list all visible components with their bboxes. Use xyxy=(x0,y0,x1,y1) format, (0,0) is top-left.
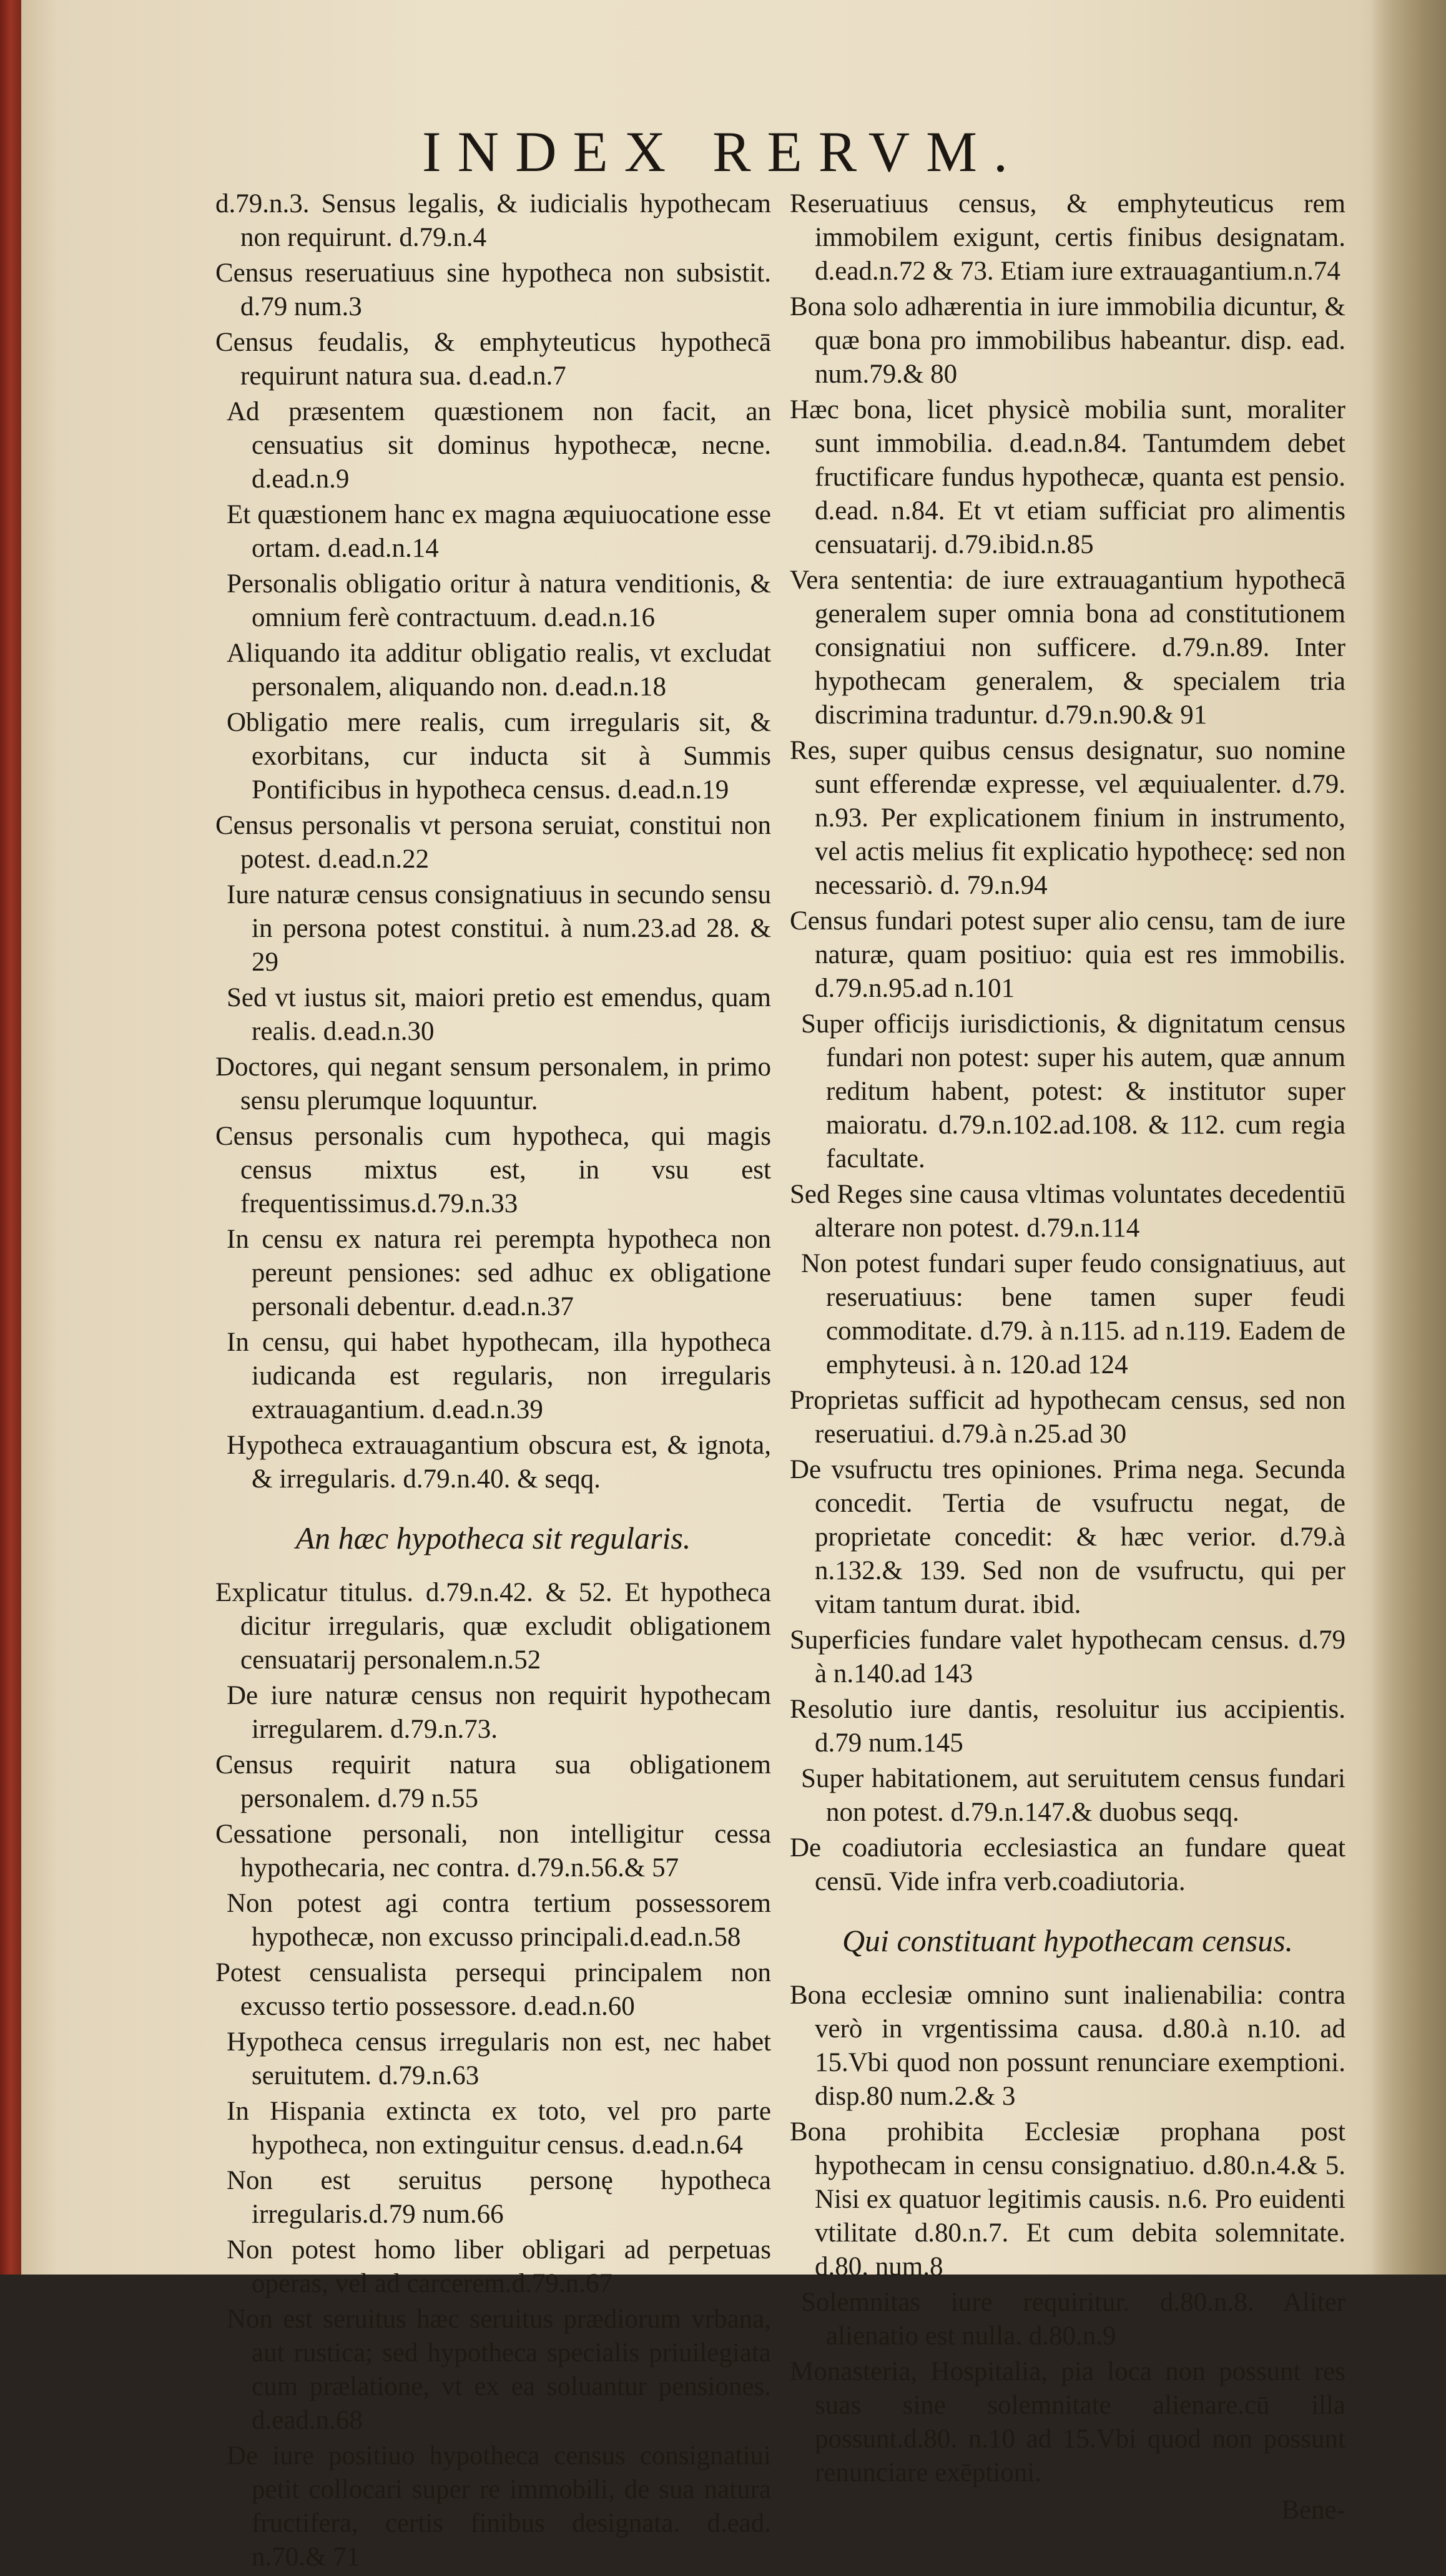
page-header: INDEX RERVM. xyxy=(422,120,1024,184)
index-entry: Census requirit natura sua obligationem personalem. d.79 n.55 xyxy=(215,1750,771,1813)
index-entry: Reseruatiuus census, & emphyteuticus rem immobilem exigunt, certis finibus designatam. d.ead.n.72 & 73. Etiam iure extrauagantium.n.74 xyxy=(790,189,1345,286)
index-entry: In censu ex natura rei perempta hypotheca non pereunt pensiones: sed adhuc ex obligatione personali debentur. d.ead.n.37 xyxy=(227,1225,771,1321)
section-title-right: Qui constituant hypothecam census. xyxy=(842,1923,1294,1958)
left-column xyxy=(215,187,771,2576)
index-entry: Bona solo adhærentia in iure immobilia dicuntur, & quæ bona pro immobilibus habeantur. disp. ead. num.79.& 80 xyxy=(790,292,1345,389)
index-entry: Non est seruitus personę hypotheca irregularis.d.79 num.66 xyxy=(227,2166,771,2229)
index-entry: Hæc bona, licet physicè mobilia sunt, moraliter sunt immobilia. d.ead.n.84. Tantumdem debet fructificare fundus hypothecæ, quanta est pensio. d.ead. n.84. Et vt etiam sufficiat pro alimentis censuatarij. d.79.ibid.n.85 xyxy=(790,395,1345,559)
index-entry: Bona prohibita Ecclesiæ prophana post hypothecam in censu consignatiuo. d.80.n.4.& 5. Nisi ex quatuor legitimis causis. n.6. Pro euidenti vtilitate d.80.n.7. Et cum debita solemnitate. d.80. num.8 xyxy=(790,2117,1345,2281)
index-entry: De iure naturæ census non requirit hypothecam irregularem. d.79.n.73. xyxy=(227,1681,771,1744)
index-entry: Hypotheca census irregularis non est, nec habet seruitutem. d.79.n.63 xyxy=(227,2027,771,2090)
index-entry: Census feudalis, & emphyteuticus hypothecā requirunt natura sua. d.ead.n.7 xyxy=(215,328,771,391)
index-entry: Census personalis cum hypotheca, qui magis census mixtus est, in vsu est frequentissimus.d.79.n.33 xyxy=(215,1122,771,1218)
index-entry: Census fundari potest super alio censu, tam de iure naturæ, quam positiuo: quia est res immobilis. d.79.n.95.ad n.101 xyxy=(790,906,1345,1003)
index-entry: Census personalis vt persona seruiat, constitui non potest. d.ead.n.22 xyxy=(215,811,771,874)
page-right-edge xyxy=(1371,0,1446,2275)
index-entry: Ad præsentem quæstionem non facit, an censuatius sit dominus hypothecæ, necne. d.ead.n.9 xyxy=(227,397,771,494)
index-entry: Explicatur titulus. d.79.n.42. & 52. Et hypotheca dicitur irregularis, quæ excludit obligationem censuatarij personalem.n.52 xyxy=(215,1578,771,1675)
page-left-edge xyxy=(0,0,21,2275)
index-entry: Vera sententia: de iure extrauagantium hypothecā generalem super omnia bona ad constitutionem consignatiui non sufficere. d.79.n.89. Inter hypothecam generalem, & specialem tria discrimina traduntur. d.79.n.90.& 91 xyxy=(790,566,1345,730)
index-entry: Sed Reges sine causa vltimas voluntates decedentiū alterare non potest. d.79.n.114 xyxy=(790,1180,1345,1243)
index-entry: Non potest homo liber obligari ad perpetuas operas, vel ad carcerem.d.79.n.67 xyxy=(227,2235,771,2298)
index-entry: Non potest agi contra tertium possessorem hypothecæ, non excusso principali.d.ead.n.58 xyxy=(227,1889,771,1952)
index-entry: Aliquando ita additur obligatio realis, vt excludat personalem, aliquando non. d.ead.n.18 xyxy=(227,639,771,702)
index-entry: Personalis obligatio oritur à natura venditionis, & omnium ferè contractuum. d.ead.n.16 xyxy=(227,569,771,632)
index-entry: Sed vt iustus sit, maiori pretio est emendus, quam realis. d.ead.n.30 xyxy=(227,983,771,1046)
index-entry: Census reseruatiuus sine hypotheca non subsistit. d.79 num.3 xyxy=(215,258,771,321)
index-entry: Super habitationem, aut seruitutem census fundari non potest. d.79.n.147.& duobus seqq. xyxy=(801,1764,1345,1827)
index-entry: Potest censualista persequi principalem non excusso tertio possessore. d.ead.n.60 xyxy=(215,1958,771,2021)
index-entry: Proprietas sufficit ad hypothecam census, sed non reseruatiui. d.79.à n.25.ad 30 xyxy=(790,1386,1345,1449)
index-entry: In Hispania extincta ex toto, vel pro parte hypotheca, non extinguitur census. d.ead.n.64 xyxy=(227,2097,771,2160)
section-title-left: An hæc hypotheca sit regularis. xyxy=(295,1521,691,1555)
index-entry: In censu, qui habet hypothecam, illa hypotheca iudicanda est regularis, non irregularis extrauagantium. d.ead.n.39 xyxy=(227,1328,771,1424)
right-entries-a xyxy=(790,187,1345,1899)
index-entry: Obligatio mere realis, cum irregularis sit, & exorbitans, cur inducta sit à Summis Pontificibus in hypotheca census. d.ead.n.19 xyxy=(227,708,771,805)
right-column xyxy=(790,187,1345,2527)
index-entry: Iure naturæ census consignatiuus in secundo sensu in persona potest constitui. à num.23.ad 28. & 29 xyxy=(227,880,771,977)
left-entries-b xyxy=(215,1576,771,2574)
left-entries-a xyxy=(215,187,771,1496)
index-entry: De vsufructu tres opiniones. Prima nega. Secunda concedit. Tertia de vsufructu negat, de proprietate concedit: & hæc verior. d.79.à n.132.& 139. Sed non de vsufructu, qui per vitam tantum durat. ibid. xyxy=(790,1455,1345,1619)
index-entry: Non potest fundari super feudo consignatiuus, aut reseruatiuus: bene tamen super feudi commoditate. d.79. à n.115. ad n.119. Eadem de emphyteusi. à n. 120.ad 124 xyxy=(801,1249,1345,1379)
index-entry: Non est seruitus hæc seruitus prædiorum vrbana, aut rustica; sed hypotheca specialis priuilegiata cum prælatione, vt ex ea soluantur pensiones. d.ead.n.68 xyxy=(227,2304,771,2435)
catchword: Bene- xyxy=(1281,2495,1345,2525)
index-entry: Monasteria, Hospitalia, pia loca non possunt res suas sine solemnitate alienare.cū illa possunt.d.80. n.10 ad 15.Vbi quod non possunt renunciare exēptioni. xyxy=(790,2357,1345,2487)
index-entry: De iure positiuo hypotheca census consignatiui petit collocari super re immobili, de sua natura fructifera, certis finibus designata. d.ead. n.70.& 71 xyxy=(227,2441,771,2572)
index-entry: De coadiutoria ecclesiastica an fundare queat censū. Vide infra verb.coadiutoria. xyxy=(790,1833,1345,1896)
index-entry: Cessatione personali, non intelligitur cessa hypothecaria, nec contra. d.79.n.56.& 57 xyxy=(215,1819,771,1883)
index-entry: d.79.n.3. Sensus legalis, & iudicialis hypothecam non requirunt. d.79.n.4 xyxy=(215,189,771,252)
index-entry: Doctores, qui negant sensum personalem, in primo sensu plerumque loquuntur. xyxy=(215,1052,771,1115)
index-entry: Resolutio iure dantis, resoluitur ius accipientis. d.79 num.145 xyxy=(790,1695,1345,1758)
index-entry: Superficies fundare valet hypothecam census. d.79 à n.140.ad 143 xyxy=(790,1625,1345,1688)
index-entry: Solemnitas iure requiritur. d.80.n.8. Aliter alienatio est nulla. d.80.n.9 xyxy=(801,2288,1345,2351)
index-entry: Bona ecclesiæ omnino sunt inalienabilia: contra verò in vrgentissima causa. d.80.à n.10. ad 15.Vbi quod non possunt renunciare exemptioni. disp.80 num.2.& 3 xyxy=(790,1981,1345,2111)
right-entries-b xyxy=(790,1979,1345,2490)
index-entry: Et quæstionem hanc ex magna æquiuocatione esse ortam. d.ead.n.14 xyxy=(227,500,771,563)
index-entry: Res, super quibus census designatur, suo nomine sunt efferendæ expresse, vel æquiualenter. d.79. n.93. Per explicationem finium in instrumento, vel actis melius fit explicatio hypothecę: sed non necessariò. d. 79.n.94 xyxy=(790,736,1345,900)
index-entry: Hypotheca extrauagantium obscura est, & ignota, & irregularis. d.79.n.40. & seqq. xyxy=(227,1431,771,1494)
index-entry: Super officijs iurisdictionis, & dignitatum census fundari non potest: super his autem, quæ annum reditum habent, potest: & institutor super maioratu. d.79.n.102.ad.108. & 112. cum regia facultate. xyxy=(801,1009,1345,1173)
